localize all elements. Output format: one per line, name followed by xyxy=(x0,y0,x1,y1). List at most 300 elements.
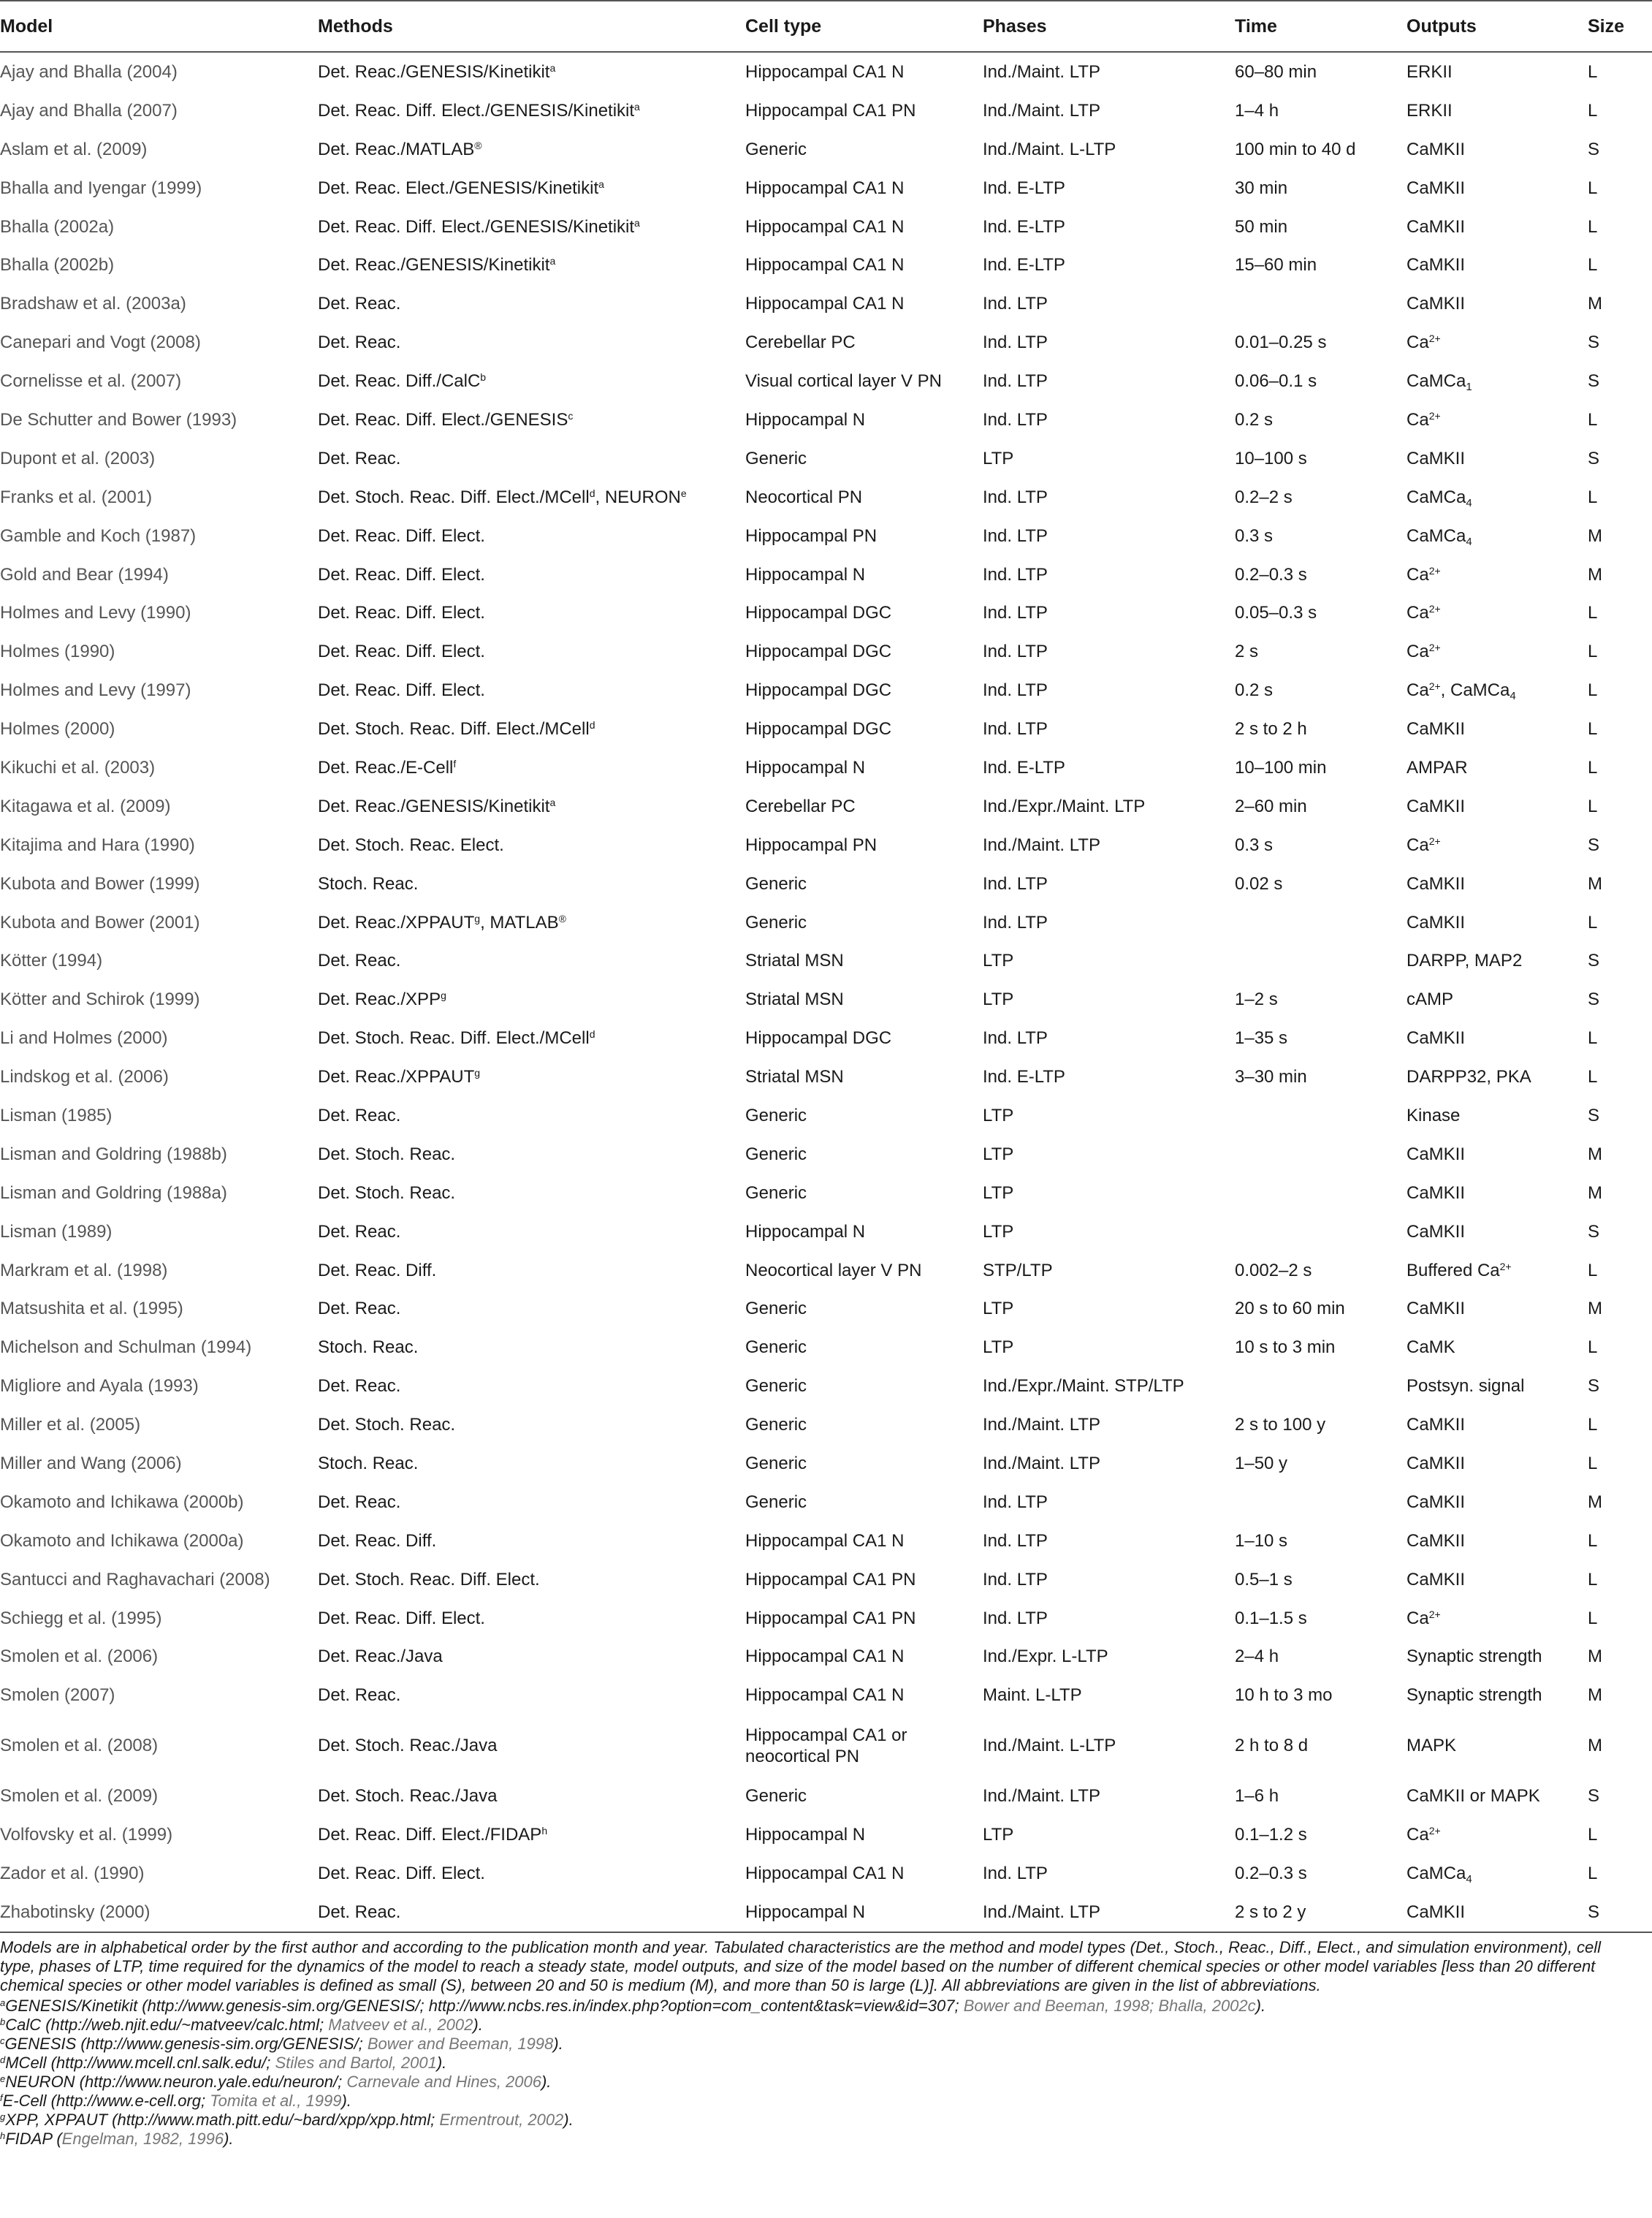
phases-text: Ind. LTP xyxy=(983,873,1048,894)
size-text: M xyxy=(1588,564,1602,585)
cell-size xyxy=(1588,1057,1652,1096)
table-row xyxy=(0,1676,1652,1714)
methods-text: Det. Stoch. Reac. Diff. Elect./MCell xyxy=(318,1028,590,1049)
cell-model xyxy=(0,980,318,1019)
cell-phases xyxy=(983,439,1235,478)
phases-text: Ind./Expr./Maint. LTP xyxy=(983,796,1146,816)
cell-type-text: Hippocampal CA1 N xyxy=(745,178,905,198)
cell-phases xyxy=(983,478,1235,517)
cell-methods xyxy=(318,1212,745,1251)
outputs-text: CaMKII xyxy=(1407,1902,1466,1922)
size-text: L xyxy=(1588,487,1598,507)
size-text: L xyxy=(1588,912,1598,933)
cell-cell-type xyxy=(745,478,983,517)
time-text: 2 s to 100 y xyxy=(1235,1415,1326,1435)
model-name: Holmes and Levy (1990) xyxy=(0,603,191,623)
methods-superscript: a xyxy=(634,216,640,229)
cell-model xyxy=(0,1522,318,1560)
table-row xyxy=(0,593,1652,632)
cell-time xyxy=(1235,1328,1407,1367)
cell-type-text: Generic xyxy=(745,1144,807,1164)
cell-size xyxy=(1588,1714,1652,1777)
phases-text: Ind./Maint. LTP xyxy=(983,61,1100,82)
methods-text: Det. Reac. xyxy=(318,1299,401,1319)
phases-text: Ind. LTP xyxy=(983,719,1048,740)
outputs-superscript: 2+ xyxy=(1428,680,1441,693)
cell-phases xyxy=(983,1328,1235,1367)
cell-model xyxy=(0,748,318,787)
model-name: Markram et al. (1998) xyxy=(0,1260,168,1280)
methods-text: Det. Reac. xyxy=(318,294,401,314)
phases-text: LTP xyxy=(983,1825,1014,1845)
cell-size xyxy=(1588,478,1652,517)
model-name: Cornelisse et al. (2007) xyxy=(0,371,182,392)
time-text: 0.1–1.2 s xyxy=(1235,1825,1307,1845)
cell-methods xyxy=(318,632,745,671)
outputs-subscript: 4 xyxy=(1466,1873,1472,1886)
methods-superscript: a xyxy=(549,255,556,267)
time-text: 2 s to 2 y xyxy=(1235,1902,1306,1922)
outputs-text: CaMKII xyxy=(1407,1299,1466,1319)
cell-type-text: Generic xyxy=(745,912,807,933)
outputs-subscript: 4 xyxy=(1466,535,1472,548)
methods-tail-superscript: ® xyxy=(558,912,566,924)
cell-time xyxy=(1235,941,1407,980)
methods-text: Det. Reac. Diff./CalC xyxy=(318,371,481,392)
time-text: 0.002–2 s xyxy=(1235,1260,1312,1280)
cell-methods xyxy=(318,91,745,130)
table-row xyxy=(0,1212,1652,1251)
outputs-text: cAMP xyxy=(1407,990,1454,1010)
cell-phases xyxy=(983,1676,1235,1714)
model-name: Miller et al. (2005) xyxy=(0,1415,141,1435)
outputs-superscript: 2+ xyxy=(1428,835,1441,847)
outputs-text: DARPP, MAP2 xyxy=(1407,951,1523,971)
cell-size xyxy=(1588,1328,1652,1367)
table-row xyxy=(0,1483,1652,1522)
outputs-text: CaMKII xyxy=(1407,294,1466,314)
outputs-text: CaMKII xyxy=(1407,1182,1466,1203)
methods-text: Det. Reac. Diff. xyxy=(318,1260,437,1280)
header-size: Size xyxy=(1588,1,1652,52)
cell-outputs xyxy=(1407,1057,1588,1096)
header-outputs: Outputs xyxy=(1407,1,1588,52)
cell-cell-type xyxy=(745,1212,983,1251)
table-row xyxy=(0,555,1652,594)
cell-cell-type xyxy=(745,130,983,169)
cell-type-text: Hippocampal N xyxy=(745,1902,866,1922)
methods-superscript: g xyxy=(441,990,446,1002)
time-text: 0.05–0.3 s xyxy=(1235,603,1317,623)
outputs-text: CaMCa xyxy=(1407,487,1466,507)
cell-size xyxy=(1588,400,1652,439)
table-row xyxy=(0,1560,1652,1599)
methods-superscript: d xyxy=(589,487,595,499)
outputs-text: CaMKII xyxy=(1407,1569,1466,1590)
cell-model xyxy=(0,555,318,594)
cell-model xyxy=(0,478,318,517)
cell-type-text: Hippocampal CA1 PN xyxy=(745,1608,916,1628)
model-name: Michelson and Schulman (1994) xyxy=(0,1337,252,1358)
time-text: 50 min xyxy=(1235,216,1288,237)
model-name: Kötter and Schirok (1999) xyxy=(0,990,200,1010)
cell-outputs xyxy=(1407,1135,1588,1174)
cell-cell-type xyxy=(745,1599,983,1638)
header-cell-type: Cell type xyxy=(745,1,983,52)
cell-methods xyxy=(318,1444,745,1483)
cell-phases xyxy=(983,208,1235,246)
cell-time xyxy=(1235,1893,1407,1932)
size-text: L xyxy=(1588,1260,1598,1280)
model-name: Holmes (2000) xyxy=(0,719,115,740)
outputs-text: CaMKII xyxy=(1407,1492,1466,1512)
cell-cell-type xyxy=(745,208,983,246)
cell-model xyxy=(0,208,318,246)
methods-text: Det. Reac./GENESIS/Kinetikit xyxy=(318,255,550,276)
cell-model xyxy=(0,1714,318,1777)
cell-phases xyxy=(983,517,1235,555)
cell-cell-type xyxy=(745,362,983,400)
cell-time xyxy=(1235,1251,1407,1290)
cell-methods xyxy=(318,671,745,710)
cell-phases xyxy=(983,323,1235,362)
cell-phases xyxy=(983,1290,1235,1329)
methods-text: Det. Reac. xyxy=(318,951,401,971)
methods-text: Det. Reac. xyxy=(318,1685,401,1706)
size-text: L xyxy=(1588,1415,1598,1435)
size-text: L xyxy=(1588,757,1598,778)
cell-size xyxy=(1588,439,1652,478)
cell-outputs xyxy=(1407,362,1588,400)
cell-methods xyxy=(318,1815,745,1854)
table-row xyxy=(0,1290,1652,1329)
outputs-text: CaMKII xyxy=(1407,1415,1466,1435)
cell-phases xyxy=(983,1174,1235,1212)
time-text: 0.2–0.3 s xyxy=(1235,564,1307,585)
cell-model xyxy=(0,941,318,980)
cell-time xyxy=(1235,517,1407,555)
time-text: 2 h to 8 d xyxy=(1235,1736,1309,1756)
size-text: S xyxy=(1588,1221,1600,1242)
cell-time xyxy=(1235,362,1407,400)
cell-time xyxy=(1235,1854,1407,1893)
cell-outputs xyxy=(1407,1019,1588,1057)
time-text: 1–10 s xyxy=(1235,1530,1288,1551)
cell-outputs xyxy=(1407,671,1588,710)
cell-size xyxy=(1588,1676,1652,1714)
size-text: S xyxy=(1588,990,1600,1010)
cell-time xyxy=(1235,1174,1407,1212)
methods-text: Det. Reac./GENESIS/Kinetikit xyxy=(318,796,550,816)
cell-methods xyxy=(318,1676,745,1714)
cell-outputs xyxy=(1407,208,1588,246)
cell-cell-type xyxy=(745,1893,983,1932)
cell-size xyxy=(1588,1174,1652,1212)
methods-superscript: d xyxy=(589,719,595,732)
cell-outputs xyxy=(1407,1251,1588,1290)
cell-size xyxy=(1588,1777,1652,1815)
table-row xyxy=(0,1328,1652,1367)
cell-methods xyxy=(318,1057,745,1096)
methods-text: Det. Reac. Diff. Elect. xyxy=(318,564,485,585)
phases-text: Ind. LTP xyxy=(983,371,1048,392)
phases-text: Ind. E-LTP xyxy=(983,216,1065,237)
methods-text: Det. Reac. Diff. Elect. xyxy=(318,603,485,623)
cell-model xyxy=(0,323,318,362)
table-summary-note: Models are in alphabetical order by the first author and according to the publication month and year. Tabulated characteristics are the method and model types (Det., Stoch., Reac., Diff., Elect., and simulation environment), cell type, phases of LTP, time required for the dynamics of the model to reach a steady state, model outputs, and size of the model based on the number of different chemical species or other model variables [less than 20 different chemical species or other model variables is defined as small (S), between 20 and 50 is medium (M), and more than 50 is large (L)]. All abbreviations are given in the list of abbreviations. xyxy=(0,1938,1601,1994)
phases-text: Ind. LTP xyxy=(983,409,1048,430)
model-name: Smolen et al. (2006) xyxy=(0,1647,159,1667)
model-name: Bhalla and Iyengar (1999) xyxy=(0,178,202,198)
time-text: 1–50 y xyxy=(1235,1454,1288,1473)
footnote-mark: f xyxy=(0,2092,3,2103)
cell-size xyxy=(1588,980,1652,1019)
cell-phases xyxy=(983,1019,1235,1057)
methods-text: Det. Reac. Diff. Elect./GENESIS/Kinetikit xyxy=(318,216,635,237)
table-row xyxy=(0,1367,1652,1405)
cell-model xyxy=(0,1290,318,1329)
table-row xyxy=(0,1405,1652,1444)
cell-outputs xyxy=(1407,1405,1588,1444)
cell-methods xyxy=(318,478,745,517)
table-row xyxy=(0,1251,1652,1290)
outputs-text: ERKII xyxy=(1407,61,1453,82)
time-text: 10 s to 3 min xyxy=(1235,1337,1336,1358)
cell-cell-type xyxy=(745,593,983,632)
cell-phases xyxy=(983,169,1235,208)
table-row xyxy=(0,91,1652,130)
cell-outputs xyxy=(1407,1714,1588,1777)
cell-time xyxy=(1235,130,1407,169)
cell-time xyxy=(1235,865,1407,903)
cell-phases xyxy=(983,1096,1235,1135)
cell-outputs xyxy=(1407,941,1588,980)
time-text: 3–30 min xyxy=(1235,1067,1307,1087)
table-row xyxy=(0,284,1652,323)
cell-type-text: Hippocampal DGC xyxy=(745,603,892,623)
cell-cell-type xyxy=(745,1522,983,1560)
cell-type-text: Hippocampal CA1 PN xyxy=(745,1569,916,1590)
cell-size xyxy=(1588,1560,1652,1599)
phases-text: Ind./Expr./Maint. STP/LTP xyxy=(983,1376,1184,1397)
methods-tail-text: , MATLAB xyxy=(480,912,559,933)
cell-type-text: Hippocampal N xyxy=(745,1825,866,1845)
methods-superscript: a xyxy=(598,178,604,190)
time-text: 20 s to 60 min xyxy=(1235,1299,1345,1319)
size-text: L xyxy=(1588,178,1598,198)
model-name: Bhalla (2002b) xyxy=(0,255,115,276)
outputs-text: Kinase xyxy=(1407,1105,1461,1125)
methods-text: Det. Stoch. Reac. Diff. Elect. xyxy=(318,1569,540,1590)
cell-phases xyxy=(983,710,1235,748)
cell-time xyxy=(1235,91,1407,130)
time-text: 0.5–1 s xyxy=(1235,1569,1293,1590)
outputs-text: CaMKII xyxy=(1407,448,1466,468)
cell-type-text: Generic xyxy=(745,1786,807,1807)
phases-text: Ind. LTP xyxy=(983,642,1048,662)
cell-phases xyxy=(983,671,1235,710)
cell-outputs xyxy=(1407,1522,1588,1560)
cell-cell-type xyxy=(745,1174,983,1212)
cell-model xyxy=(0,1483,318,1522)
methods-superscript: ® xyxy=(474,139,482,151)
time-text: 0.3 s xyxy=(1235,835,1274,855)
outputs-text: CaMKII xyxy=(1407,796,1466,816)
phases-text: Ind. LTP xyxy=(983,1028,1048,1049)
footnote-mark: d xyxy=(0,2054,6,2065)
cell-methods xyxy=(318,1714,745,1777)
model-name: Ajay and Bhalla (2004) xyxy=(0,61,178,82)
table-row xyxy=(0,1444,1652,1483)
cell-size xyxy=(1588,130,1652,169)
size-text: M xyxy=(1588,1182,1602,1203)
footnote-text: E-Cell (http://www.e-cell.org; xyxy=(2,2092,210,2110)
cell-cell-type xyxy=(745,169,983,208)
cell-methods xyxy=(318,52,745,91)
model-name: Dupont et al. (2003) xyxy=(0,448,156,468)
cell-cell-type xyxy=(745,826,983,865)
cell-model xyxy=(0,1057,318,1096)
cell-phases xyxy=(983,1815,1235,1854)
size-text: L xyxy=(1588,796,1598,816)
size-text: M xyxy=(1588,294,1602,314)
cell-time xyxy=(1235,1019,1407,1057)
cell-time xyxy=(1235,1638,1407,1676)
cell-phases xyxy=(983,1057,1235,1096)
model-name: Schiegg et al. (1995) xyxy=(0,1608,162,1628)
methods-tail-superscript: e xyxy=(680,487,687,499)
cell-cell-type xyxy=(745,748,983,787)
outputs-text: CaMKII xyxy=(1407,873,1466,894)
cell-model xyxy=(0,787,318,826)
cell-cell-type xyxy=(745,1676,983,1714)
phases-text: LTP xyxy=(983,990,1014,1010)
cell-methods xyxy=(318,593,745,632)
cell-type-text: Hippocampal CA1 N xyxy=(745,1530,905,1551)
header-methods: Methods xyxy=(318,1,745,52)
time-text: 0.3 s xyxy=(1235,525,1274,546)
time-text: 10–100 s xyxy=(1235,448,1307,468)
cell-cell-type xyxy=(745,1096,983,1135)
size-text: L xyxy=(1588,603,1598,623)
size-text: S xyxy=(1588,333,1600,353)
cell-outputs xyxy=(1407,169,1588,208)
cell-outputs xyxy=(1407,517,1588,555)
cell-methods xyxy=(318,710,745,748)
cell-phases xyxy=(983,1367,1235,1405)
table-row xyxy=(0,710,1652,748)
model-name: Canepari and Vogt (2008) xyxy=(0,333,201,353)
model-name: Li and Holmes (2000) xyxy=(0,1028,168,1049)
footnote xyxy=(0,1997,1637,2016)
outputs-text: Ca xyxy=(1407,564,1429,585)
cell-type-text: Hippocampal CA1 N xyxy=(745,1685,905,1706)
cell-model xyxy=(0,1638,318,1676)
cell-type-text: Hippocampal N xyxy=(745,409,866,430)
cell-phases xyxy=(983,555,1235,594)
methods-text: Det. Reac. xyxy=(318,1376,401,1397)
time-text: 0.02 s xyxy=(1235,873,1283,894)
phases-text: LTP xyxy=(983,1144,1014,1164)
cell-time xyxy=(1235,593,1407,632)
table-row xyxy=(0,52,1652,91)
phases-text: STP/LTP xyxy=(983,1260,1053,1280)
cell-phases xyxy=(983,1893,1235,1932)
cell-time xyxy=(1235,1714,1407,1777)
size-text: S xyxy=(1588,139,1600,159)
model-name: Kötter (1994) xyxy=(0,951,103,971)
cell-phases xyxy=(983,1638,1235,1676)
cell-outputs xyxy=(1407,980,1588,1019)
methods-text: Det. Reac. Diff. Elect. xyxy=(318,1864,485,1884)
phases-text: Ind./Maint. LTP xyxy=(983,1415,1100,1435)
model-name: De Schutter and Bower (1993) xyxy=(0,409,237,430)
methods-tail-text: , NEURON xyxy=(595,487,681,507)
cell-size xyxy=(1588,52,1652,91)
cell-outputs xyxy=(1407,555,1588,594)
cell-time xyxy=(1235,787,1407,826)
cell-methods xyxy=(318,1290,745,1329)
cell-model xyxy=(0,1676,318,1714)
cell-time xyxy=(1235,52,1407,91)
table-row xyxy=(0,1522,1652,1560)
footnote-reference: Bower and Beeman, 1998 xyxy=(367,2035,554,2053)
cell-time xyxy=(1235,903,1407,942)
time-text: 0.2–0.3 s xyxy=(1235,1864,1307,1884)
size-text: M xyxy=(1588,525,1602,546)
cell-type-text: Striatal MSN xyxy=(745,1067,844,1087)
cell-type-text: Striatal MSN xyxy=(745,951,844,971)
cell-size xyxy=(1588,632,1652,671)
outputs-text: DARPP32, PKA xyxy=(1407,1067,1531,1087)
footnote-text: GENESIS (http://www.genesis-sim.org/GENESIS/; xyxy=(4,2035,368,2053)
cell-methods xyxy=(318,1405,745,1444)
cell-cell-type xyxy=(745,284,983,323)
outputs-text: CaMCa xyxy=(1407,1864,1466,1884)
cell-phases xyxy=(983,246,1235,284)
phases-text: Ind./Maint. LTP xyxy=(983,835,1100,855)
cell-cell-type xyxy=(745,1483,983,1522)
methods-text: Det. Reac. Diff. Elect. xyxy=(318,1608,485,1628)
cell-methods xyxy=(318,1599,745,1638)
cell-time xyxy=(1235,478,1407,517)
footnote-reference: Stiles and Bartol, 2001 xyxy=(275,2054,437,2072)
phases-text: Maint. L-LTP xyxy=(983,1685,1082,1706)
cell-methods xyxy=(318,169,745,208)
phases-text: Ind. E-LTP xyxy=(983,255,1065,276)
time-text: 0.2 s xyxy=(1235,680,1274,701)
cell-outputs xyxy=(1407,1893,1588,1932)
outputs-text: Buffered Ca xyxy=(1407,1260,1500,1280)
cell-size xyxy=(1588,593,1652,632)
cell-time xyxy=(1235,208,1407,246)
cell-time xyxy=(1235,671,1407,710)
cell-time xyxy=(1235,632,1407,671)
cell-time xyxy=(1235,1135,1407,1174)
cell-cell-type xyxy=(745,1444,983,1483)
size-text: L xyxy=(1588,1337,1598,1358)
phases-text: LTP xyxy=(983,951,1014,971)
cell-time xyxy=(1235,439,1407,478)
cell-cell-type xyxy=(745,323,983,362)
size-text: S xyxy=(1588,448,1600,468)
model-name: Matsushita et al. (1995) xyxy=(0,1299,183,1319)
phases-text: Ind. LTP xyxy=(983,1492,1048,1512)
outputs-text: CaMKII xyxy=(1407,255,1466,276)
methods-superscript: c xyxy=(568,409,574,422)
cell-time xyxy=(1235,710,1407,748)
table-row xyxy=(0,826,1652,865)
